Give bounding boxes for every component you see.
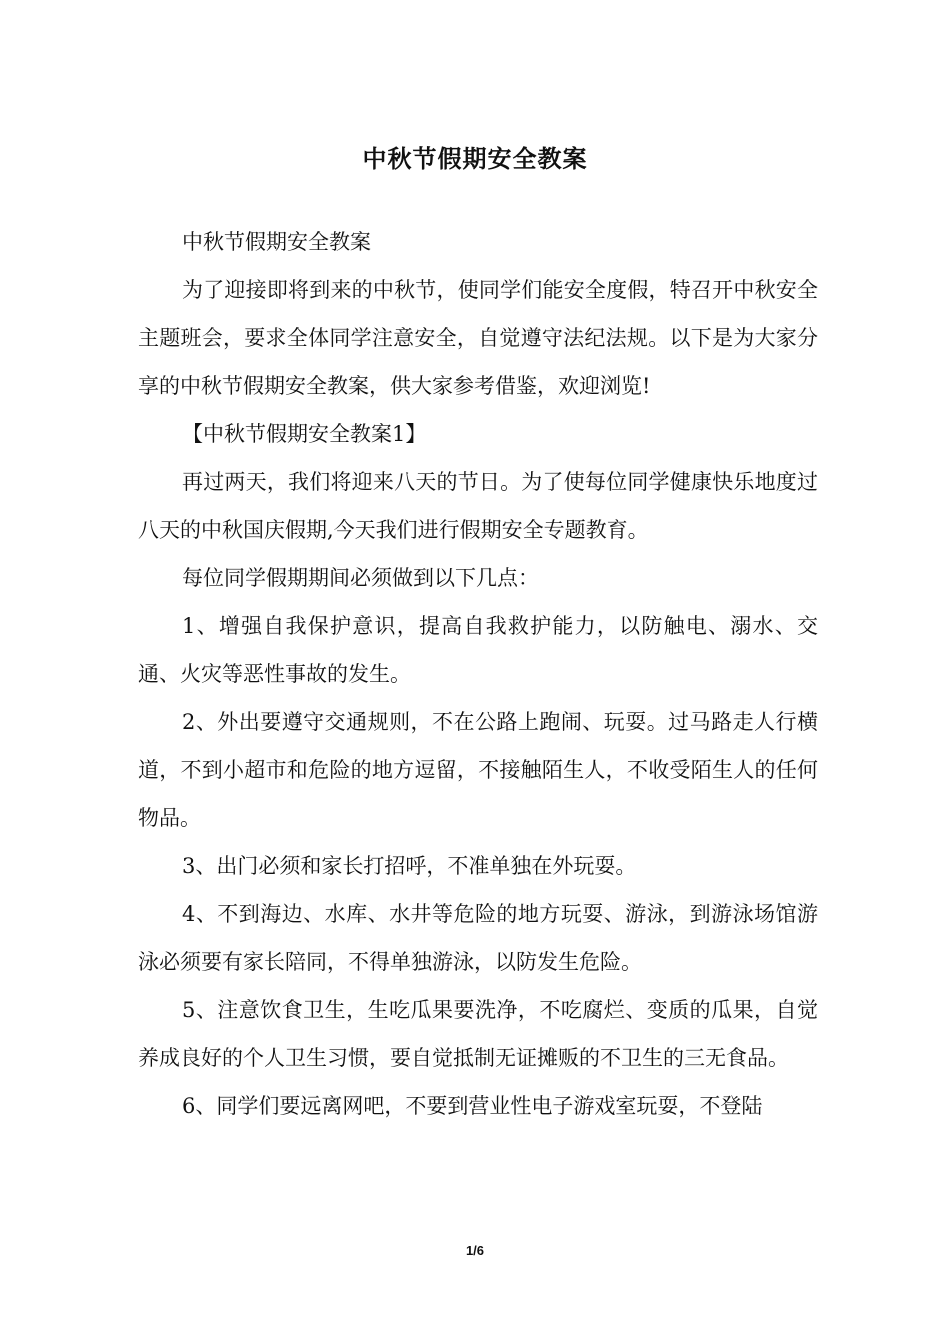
- paragraph-subtitle: 中秋节假期安全教案: [182, 230, 371, 254]
- document-body: [138, 218, 818, 1130]
- list-item: 3、出门必须和家长打招呼，不准单独在外玩耍。: [182, 854, 637, 878]
- list-item: 1、增强自我保护意识，提高自我救护能力，以防触电、溺水、交通、火灾等恶性事故的发生。: [138, 614, 818, 686]
- list-item: 4、不到海边、水库、水井等危险的地方玩耍、游泳，到游泳场馆游泳必须要有家长陪同，不得单独游泳，以防发生危险。: [138, 902, 818, 974]
- section-heading: 【中秋节假期安全教案1】: [182, 422, 427, 446]
- list-item: 6、同学们要远离网吧，不要到营业性电子游戏室玩耍，不登陆: [182, 1094, 763, 1118]
- list-item: 2、外出要遵守交通规则，不在公路上跑闹、玩耍。过马路走人行横道，不到小超市和危险的地方逗留，不接触陌生人，不收受陌生人的任何物品。: [138, 710, 818, 830]
- paragraph: 再过两天，我们将迎来八天的节日。为了使每位同学健康快乐地度过八天的中秋国庆假期,今天我们进行假期安全专题教育。: [138, 470, 818, 542]
- paragraph-intro: 为了迎接即将到来的中秋节，使同学们能安全度假，特召开中秋安全主题班会，要求全体同学注意安全，自觉遵守法纪法规。以下是为大家分享的中秋节假期安全教案，供大家参考借鉴，欢迎浏览!: [138, 278, 818, 398]
- list-item: 5、注意饮食卫生，生吃瓜果要洗净，不吃腐烂、变质的瓜果，自觉养成良好的个人卫生习惯，要自觉抵制无证摊贩的不卫生的三无食品。: [138, 998, 818, 1070]
- page-number: 1/6: [465, 1243, 485, 1258]
- document-title: 中秋节假期安全教案: [362, 145, 588, 173]
- paragraph: 每位同学假期期间必须做到以下几点：: [182, 566, 539, 590]
